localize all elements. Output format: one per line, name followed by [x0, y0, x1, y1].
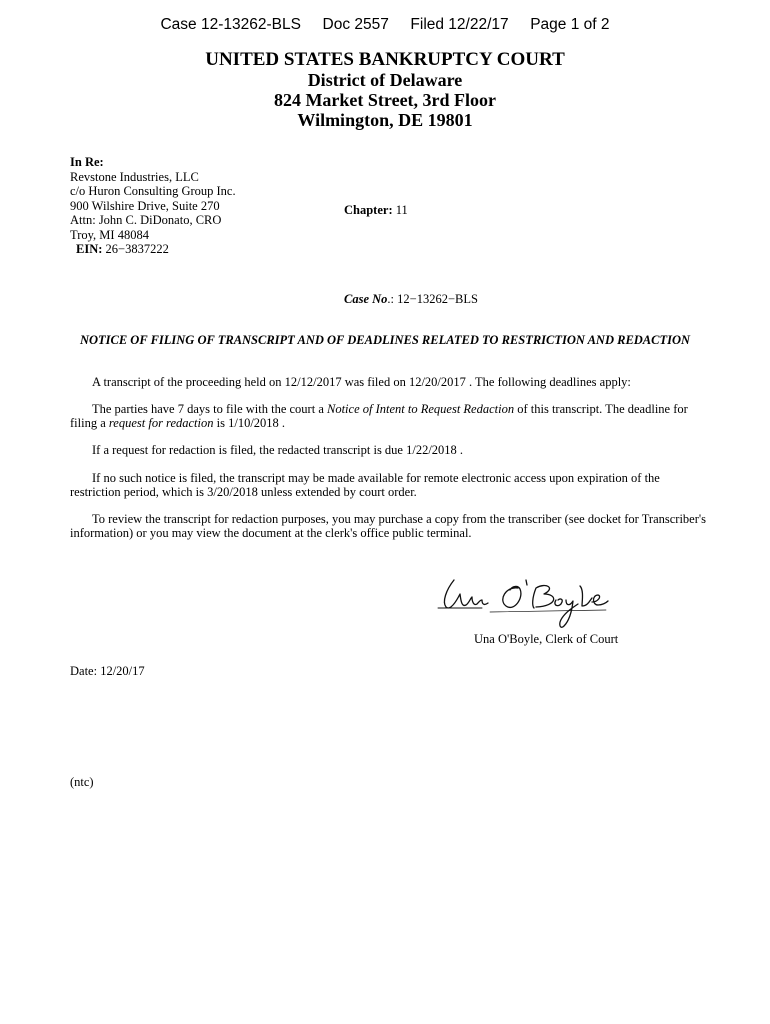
- p2-request-redaction: request for redaction: [108, 416, 214, 430]
- chapter-value: 11: [395, 203, 408, 217]
- debtor-city: Troy, MI 48084: [70, 227, 149, 242]
- ein-value: 26−3837222: [105, 242, 169, 256]
- court-street: 824 Market Street, 3rd Floor: [273, 90, 497, 110]
- stamp-page: Page 1 of 2: [530, 16, 610, 33]
- notice-date: Date: 12/20/17: [70, 664, 145, 678]
- paragraph-intent-deadline: [70, 402, 710, 430]
- court-name: UNITED STATES BANKRUPTCY COURT: [205, 49, 565, 70]
- debtor-name: Revstone Industries, LLC: [70, 169, 199, 184]
- case-no-punct: .:: [387, 292, 395, 306]
- p2-notice-intent: Notice of Intent to Request Redaction: [327, 402, 515, 416]
- court-district: District of Delaware: [307, 70, 463, 90]
- case-number-field: [344, 292, 478, 307]
- clerk-signature-image: [432, 572, 610, 630]
- paragraph-redacted-due: If a request for redaction is filed, the redacted transcript is due 1/22/2018 .: [92, 443, 464, 457]
- stamp-filed: Filed 12/22/17: [410, 16, 509, 33]
- paragraph-remote-access: If no such notice is filed, the transcript may be made available for remote electronic access upon expiration of the restriction period, which is 3/20/2018 unless extended by court order.: [70, 471, 660, 499]
- court-city: Wilmington, DE 19801: [297, 110, 473, 130]
- debtor-attention: Attn: John C. DiDonato, CRO: [70, 213, 222, 227]
- court-filing-stamp: [0, 16, 770, 34]
- form-code: (ntc): [70, 775, 94, 789]
- in-re-label: In Re:: [70, 155, 104, 169]
- stamp-doc: Doc 2557: [322, 16, 389, 33]
- p2-text-c: of this transcript. The deadline for filing a: [70, 402, 688, 430]
- chapter-field: [344, 203, 408, 218]
- debtor-ein: [70, 242, 236, 257]
- paragraph-transcript-filed: A transcript of the proceeding held on 12/12/2017 was filed on 12/20/2017 . The following deadlines apply:: [92, 375, 631, 389]
- paragraph-review-transcript: To review the transcript for redaction purposes, you may purchase a copy from the transcriber (see docket for Transcriber's information) or you may view the document at the clerk's office public terminal.: [70, 512, 707, 540]
- debtor-care-of: c/o Huron Consulting Group Inc.: [70, 184, 236, 198]
- case-no-label: Case No: [344, 292, 388, 306]
- debtor-address: 900 Wilshire Drive, Suite 270: [70, 198, 220, 213]
- ein-label: EIN:: [76, 242, 103, 256]
- p2-text-e: is 1/10/2018 .: [213, 416, 286, 430]
- clerk-name: Una O'Boyle, Clerk of Court: [474, 632, 619, 646]
- p2-text-a: The parties have 7 days to file with the court a: [92, 402, 327, 416]
- notice-title: NOTICE OF FILING OF TRANSCRIPT AND OF DEADLINES RELATED TO RESTRICTION AND REDACTION: [79, 333, 691, 347]
- stamp-case: Case 12-13262-BLS: [160, 16, 301, 33]
- in-re-block: [70, 155, 236, 257]
- chapter-label: Chapter:: [344, 203, 393, 217]
- case-no-value: 12−13262−BLS: [397, 292, 478, 306]
